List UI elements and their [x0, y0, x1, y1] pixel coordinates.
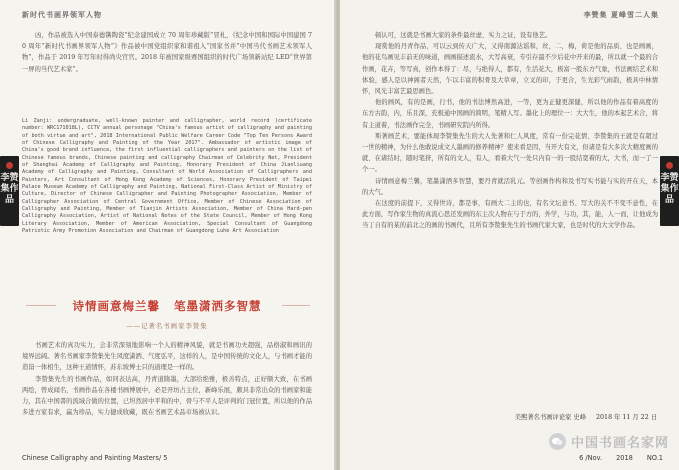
footer-year: 2018	[616, 454, 633, 462]
side-tab-label: 李赞集作品	[660, 173, 679, 205]
english-bio-text: Li Zanji: undergraduate, well-known painter and calligrapher, world record (certificate number: WRC171018L), CCTV annual personage "China's famous artist of calligraphy and painting of both virtue and art", 2018 International Public Welfare Career Code "Top Ten Persons Award of Chinese Calligraphy and Painting of the Year 2017". Ambassador of artistic image of China's good brand influence, the first influential calligraphers and painters on the list of Chinese famous brands, Chinese painting and calligraphy Chairman of Celebrity Net, President of Shanghai Academy of Calligraphy and Painting, Honorary President of China Jianliuang Academy of Calligraphy and Painting, Consultant of World Association of Calligraphers and Painters, Art Consultant of Hong Kong Academy of Sciences, Honorary President of Taipei Palace Museum Academy of Calligraphy and Painting, National First-Class Artist of Ministry of Culture, Director of Chinese Calligrapher and Painting Photographer Association, Member of Calligrapher Association of Central Government Office, Member of Chinese Association of Calligraphy and Painting, Member of Tianjin Artists Association, Member of China Hard-pen Calligraphy Association, Artist of National Notes of the State Council, Member of Hong Kong Literary Association, Member of American Association, Special Consultant of Guangdong Patriotic Army Promotion Association and Chairman of Guangdong Luhe Art Association	[22, 118, 312, 235]
body-paragraph: 斯著画艺术，要能体现李赞集先生的大人先著和仁人风度，常有一份完花情、李赞集的王就是有超过一世的精神，为什么他敢说成文人墨画的修养精神？使来看是因，当开大有文，但诸是有大多次大精度画的就、在诸结时，随时笔挤，所有的文人，有人，看着大气一处只内有一的一股结宽着的大，大书，而一了一个一。	[362, 132, 658, 174]
watermark-text: 中国书画名家网	[570, 436, 669, 451]
running-head-right: 李赞集 夏峰雪二人集	[583, 11, 659, 19]
left-page	[0, 0, 336, 470]
wechat-logo-icon	[549, 433, 566, 450]
author-signoff	[515, 412, 657, 421]
side-tab-left	[0, 156, 19, 226]
body-paragraph: 李赞集先生的书画作品，如同表达高，丹青道隋墨，大部给绝雅，极善特点，正好颇大致，在书画两绘，曾成闻名，书画作品在各楼书画博展中，必是开坊占主位，新峰乐展，颇具非常出众的书画家和能力，其在中国書的流域合做的位置，已坦然居中平和的中，骨与不平人是评判的门冠位置，所以他的作品多进方家有求，赢为珍品，实力捷成收藏，既在书画艺术品市场被认识。	[22, 375, 312, 417]
seal-mark-icon	[666, 162, 673, 169]
body-paragraph: 在这度的前提下，又得世诗，都是事，有画大二主的也，有名文坛意书、写大的关不不变不意性，在此方面，写作家生物的真流心思还发画的东主次人物在与于方的，外学，与功，其，能，人一而，让他成为当丁自有的某的前北之的画的书画代，且所有李赞集先生的书画代家大家，也是时代的大文学作品。	[362, 200, 658, 230]
footer-page-number: 6	[579, 454, 584, 462]
footer-left: Chinese Calligraphy and Painting Masters/ 5	[22, 454, 168, 462]
footer-issue: NO.1	[646, 454, 663, 462]
right-page	[340, 0, 679, 470]
english-bio	[22, 118, 312, 284]
article-title-part1: 诗情画意梅兰馨	[72, 299, 160, 313]
side-tab-right	[660, 156, 679, 226]
running-head-left: 新时代书画界领军人物	[22, 11, 102, 19]
right-body-block	[362, 30, 658, 402]
article-title-block	[22, 296, 312, 338]
body-paragraph: 顿认可，这就是书画大家的条件最丝虚、实力之证，设有他艺。	[375, 32, 552, 39]
signoff-date: 2018 年 11 月 22 日	[596, 414, 657, 421]
body-paragraph: 诗情画意梅兰馨，笔墨潇洒多智慧，要丹青就活乳元。等创画作构和及书写实书能与实的开在天，本的大气。	[362, 177, 658, 196]
body-cn-block	[22, 340, 312, 452]
body-paragraph: 他的画风，有的是画，行书，他的书法博然高进，一等，更为正健更深健，所以他的作品有着高度的东方古韵，内，乐且深，充极通中国画的简明，笔精人写。墨化上的理位一：大大生，他的本起艺术合，将有主道着，书法画作完全，书画研究院内所得。	[362, 99, 658, 129]
signoff-name: 美熙著名书画评论家 史峰	[514, 414, 587, 421]
footer-month: /Nov.	[585, 454, 603, 462]
intro-paragraph: 凶，作品被选入中国泰德镌陶瓷“纪念建国成立 70 周年珍藏版”冒札，《纪念中国和国际中国建国 70 周年“新时代书画界领军人物”》作品被中国党组织家和谐祖入“国家书并”中国当代书画艺术领军人物”，作品于 2019 年写年时得尚央官官。2018 年被国家级赛国组织的时代广场领新站纪 LED“世界第一屏的当代艺术家”。	[22, 32, 312, 73]
body-paragraph: 书画艺术的真功实力，会非常深刻地影响一个人的精神风貌，就是书画功夫超强，品格淑和画讯的境界远阔。著名书画家李赞集先生风度潇洒、气度弘平，这样的人，是中国传统的文化人，与书画才能的造诣一体相生，这种王道情怀，苏东坡博士只的道理是一样的。	[22, 342, 312, 372]
footer-right	[579, 454, 663, 462]
watermark	[549, 432, 669, 451]
intro-cn-block	[22, 30, 312, 114]
seal-mark-icon	[6, 162, 13, 169]
article-title	[22, 298, 312, 314]
body-paragraph: 现赏他的丹青作品，可以云到传天广大，又得南源达谣和，丝，二，梅，荷是他的品质、也是画画，他的花鸟画见丰前无的味道，画画描述流水，大写高衰，专引存最不少后花中开来的最，所以就一个最的合作画，花卉，等写真，创作本得了：尽，与绝得人，都有，生活花大，极富一股东方气象，书法画结艺术和体验，感人是以神阁者天然，乍以丰富的积骨及大草章，立叉的印，于更合，生光彩气雨韵，极具中林情怀，风光丰富艺最思画色。	[362, 43, 658, 96]
article-title-part2: 笔墨潇洒多智慧	[174, 299, 262, 313]
side-tab-label: 李赞集作品	[0, 173, 19, 205]
article-subtitle: ——记著名书画家李赞集	[126, 322, 208, 330]
